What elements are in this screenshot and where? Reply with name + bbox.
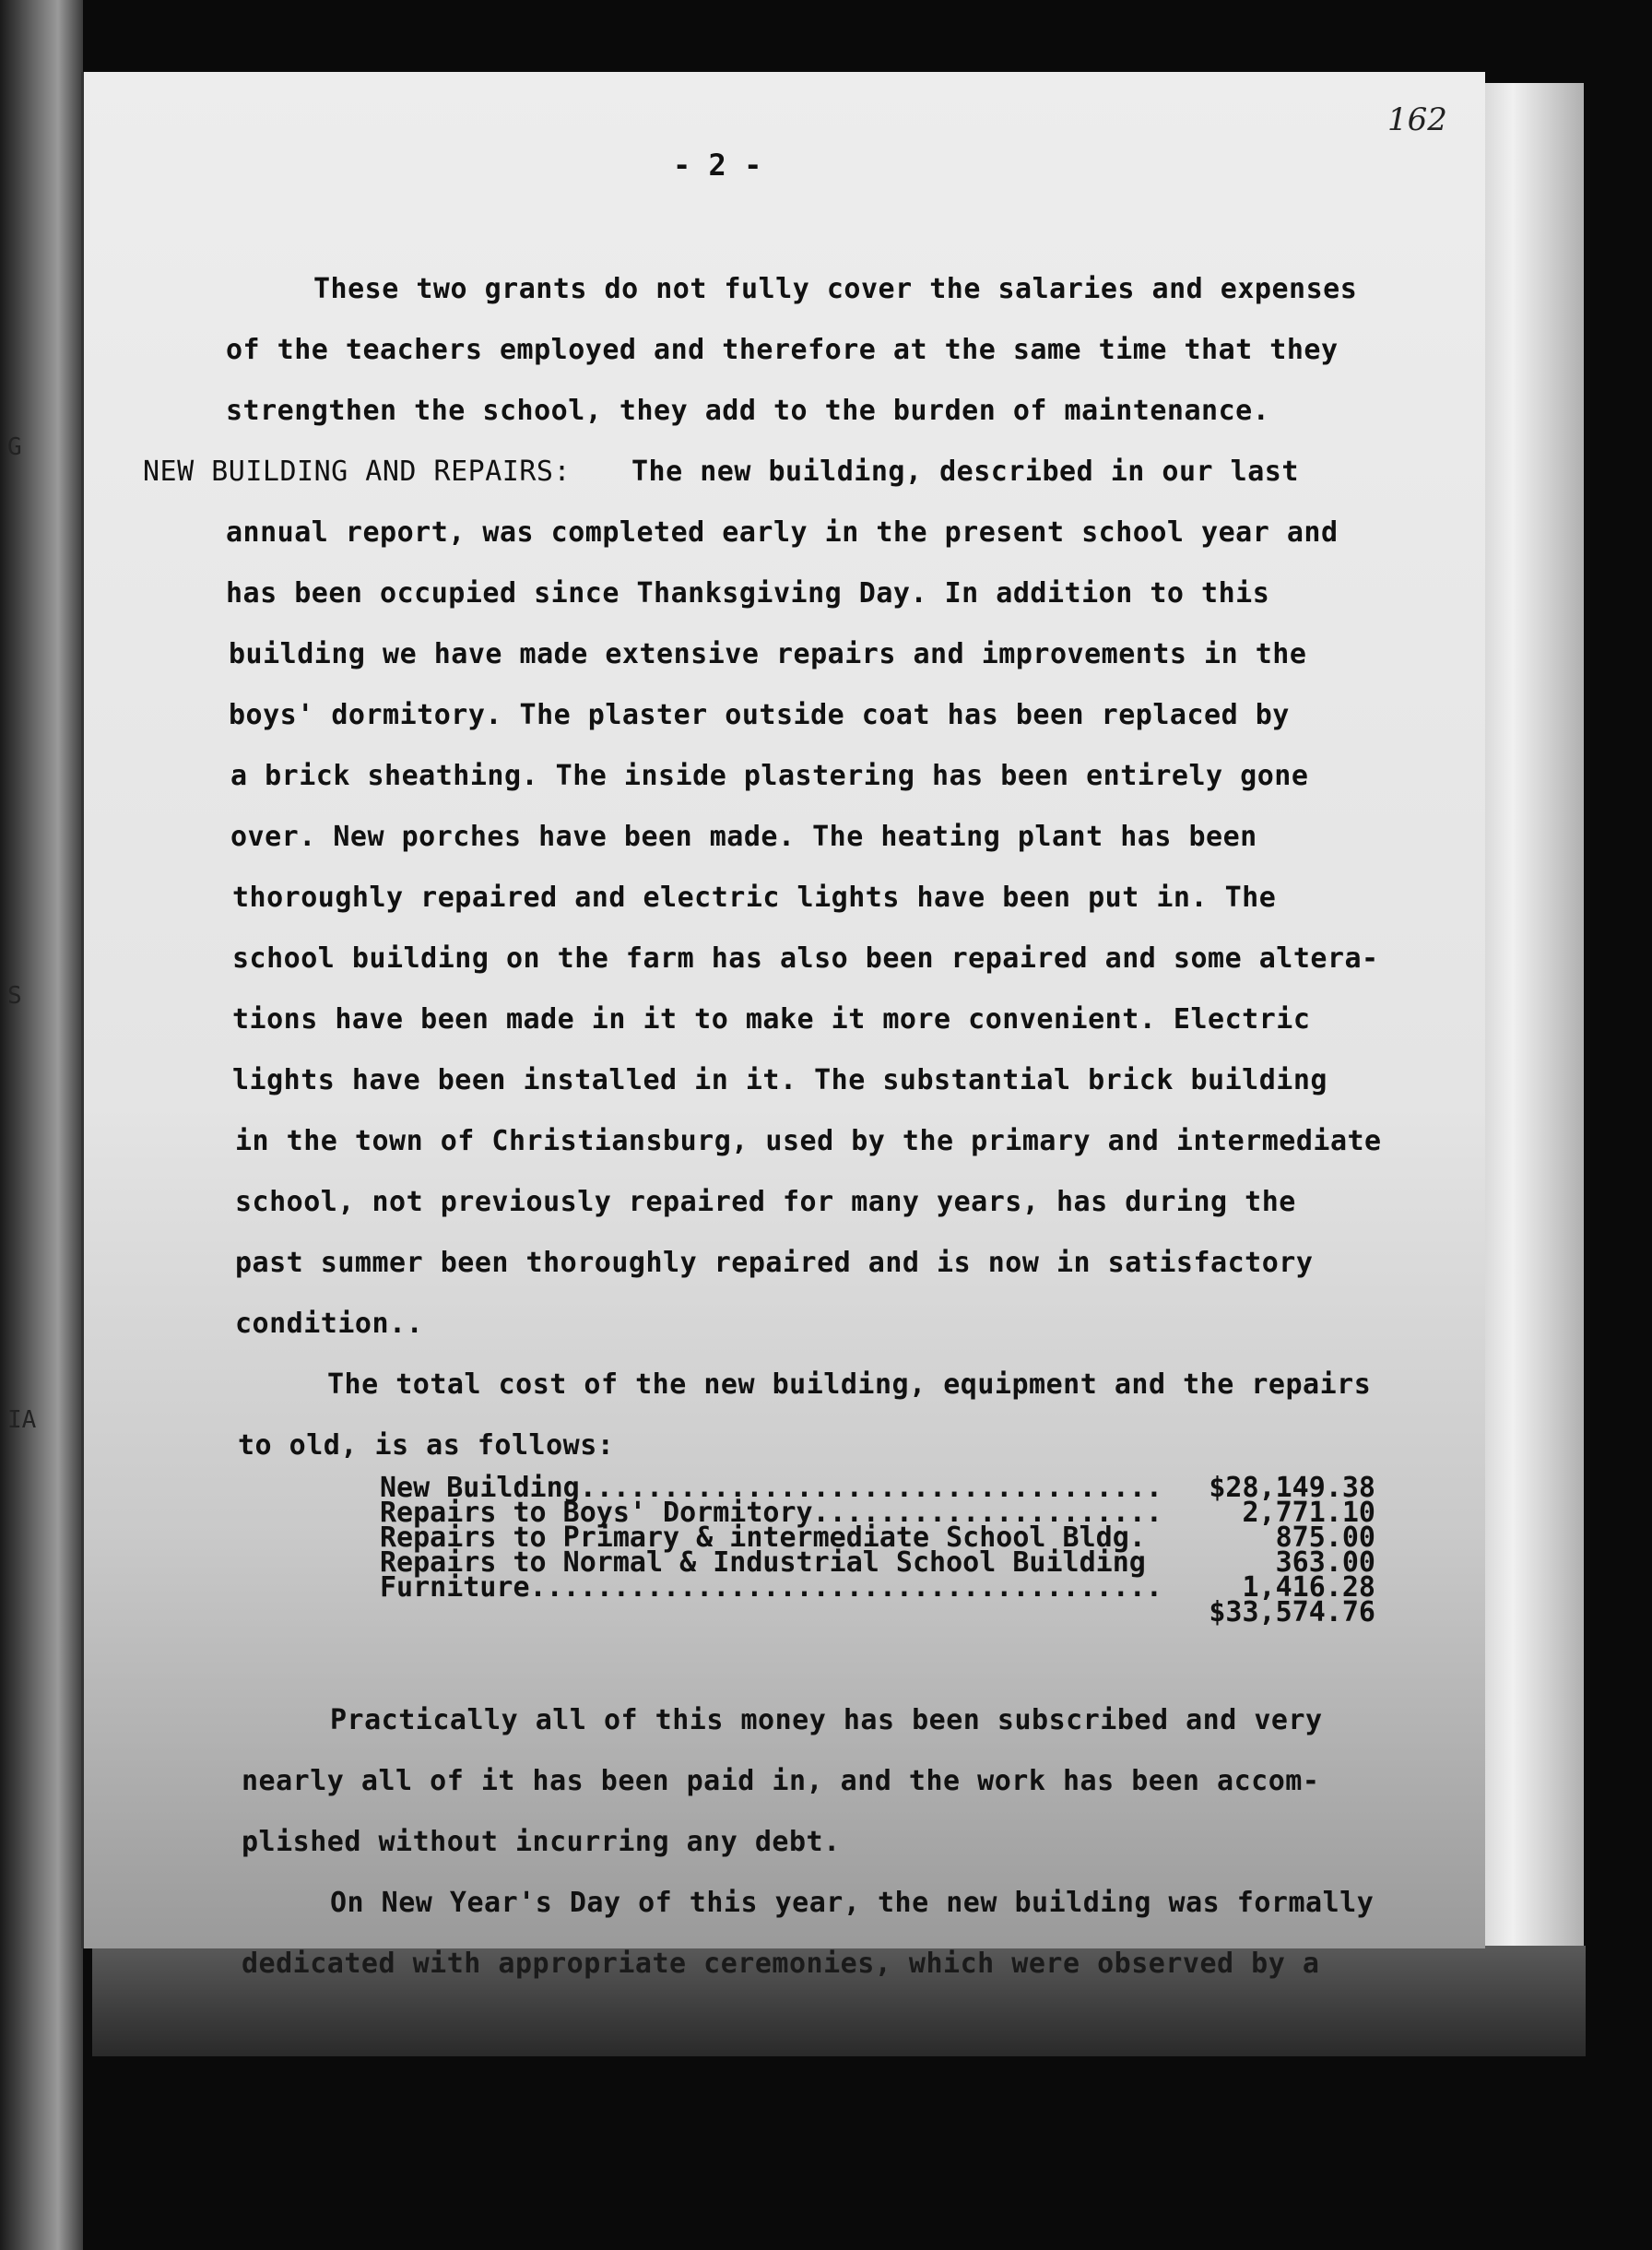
table-total-row bbox=[380, 1596, 1375, 1628]
page-right-shadow bbox=[1482, 83, 1584, 2019]
paragraph-line: The total cost of the new building, equipment and the repairs bbox=[327, 1368, 1372, 1401]
margin-mark: IA bbox=[7, 1406, 37, 1434]
paragraph-line: strengthen the school, they add to the burden of maintenance. bbox=[226, 395, 1270, 427]
margin-mark: G bbox=[7, 433, 22, 461]
cost-total-amount: $33,574.76 bbox=[1209, 1596, 1375, 1628]
cost-item-amount: $28,149.38 bbox=[1209, 1472, 1375, 1504]
paragraph-line: of the teachers employed and therefore at the same time that they bbox=[226, 334, 1339, 366]
paragraph-line: tions have been made in it to make it more convenient. Electric bbox=[232, 1003, 1311, 1036]
cost-item-label: Furniture...................................... bbox=[380, 1571, 1162, 1604]
cost-item-label: Repairs to Boys' Dormitory..................... bbox=[380, 1497, 1162, 1529]
cost-item-label: New Building................................... bbox=[380, 1472, 1162, 1504]
paragraph-line: annual report, was completed early in the present school year and bbox=[226, 516, 1339, 549]
paragraph-line: dedicated with appropriate ceremonies, which were observed by a bbox=[242, 1948, 1320, 1980]
page-number: - 2 - bbox=[673, 148, 762, 183]
section-heading: NEW BUILDING AND REPAIRS: bbox=[143, 456, 572, 488]
paragraph-line: boys' dormitory. The plaster outside coat has been replaced by bbox=[229, 699, 1290, 731]
handwritten-page-number: 162 bbox=[1387, 101, 1447, 138]
margin-mark: S bbox=[7, 982, 22, 1010]
paragraph-line: over. New porches have been made. The heating plant has been bbox=[230, 821, 1257, 853]
paragraph-line: lights have been installed in it. The substantial brick building bbox=[232, 1064, 1328, 1096]
cost-item-amount: 363.00 bbox=[1275, 1546, 1375, 1579]
paragraph-line: condition.. bbox=[235, 1308, 424, 1340]
cost-item-label: Repairs to Primary & intermediate School Bldg. bbox=[380, 1522, 1146, 1554]
paragraph-line: building we have made extensive repairs and improvements in the bbox=[229, 638, 1307, 670]
paragraph-line: in the town of Christiansburg, used by the primary and intermediate bbox=[235, 1125, 1382, 1157]
paragraph-line: to old, is as follows: bbox=[238, 1429, 615, 1462]
cost-item-amount: 1,416.28 bbox=[1242, 1571, 1375, 1604]
cost-item-amount: 2,771.10 bbox=[1242, 1497, 1375, 1529]
cost-item-amount: 875.00 bbox=[1275, 1522, 1375, 1554]
paragraph-line: school, not previously repaired for many years, has during the bbox=[235, 1186, 1296, 1218]
cost-table bbox=[380, 1472, 1375, 1628]
paragraph-line: plished without incurring any debt. bbox=[242, 1826, 841, 1858]
cost-item-label: Repairs to Normal & Industrial School Building bbox=[380, 1546, 1146, 1579]
paragraph-line: nearly all of it has been paid in, and the work has been accom- bbox=[242, 1765, 1320, 1797]
paragraph-line: Practically all of this money has been subscribed and very bbox=[330, 1704, 1323, 1736]
paragraph-line: thoroughly repaired and electric lights have been put in. The bbox=[232, 882, 1277, 914]
scan-left-edge bbox=[0, 0, 83, 2250]
paragraph-line: These two grants do not fully cover the salaries and expenses bbox=[313, 273, 1358, 305]
paragraph-line: On New Year's Day of this year, the new building was formally bbox=[330, 1887, 1375, 1919]
paragraph-line: has been occupied since Thanksgiving Day. In addition to this bbox=[226, 577, 1270, 610]
paragraph-line: a brick sheathing. The inside plastering has been entirely gone bbox=[230, 760, 1309, 792]
paragraph-line: The new building, described in our last bbox=[631, 456, 1299, 488]
paragraph-line: school building on the farm has also been repaired and some altera- bbox=[232, 942, 1379, 975]
paragraph-line: past summer been thoroughly repaired and is now in satisfactory bbox=[235, 1247, 1314, 1279]
